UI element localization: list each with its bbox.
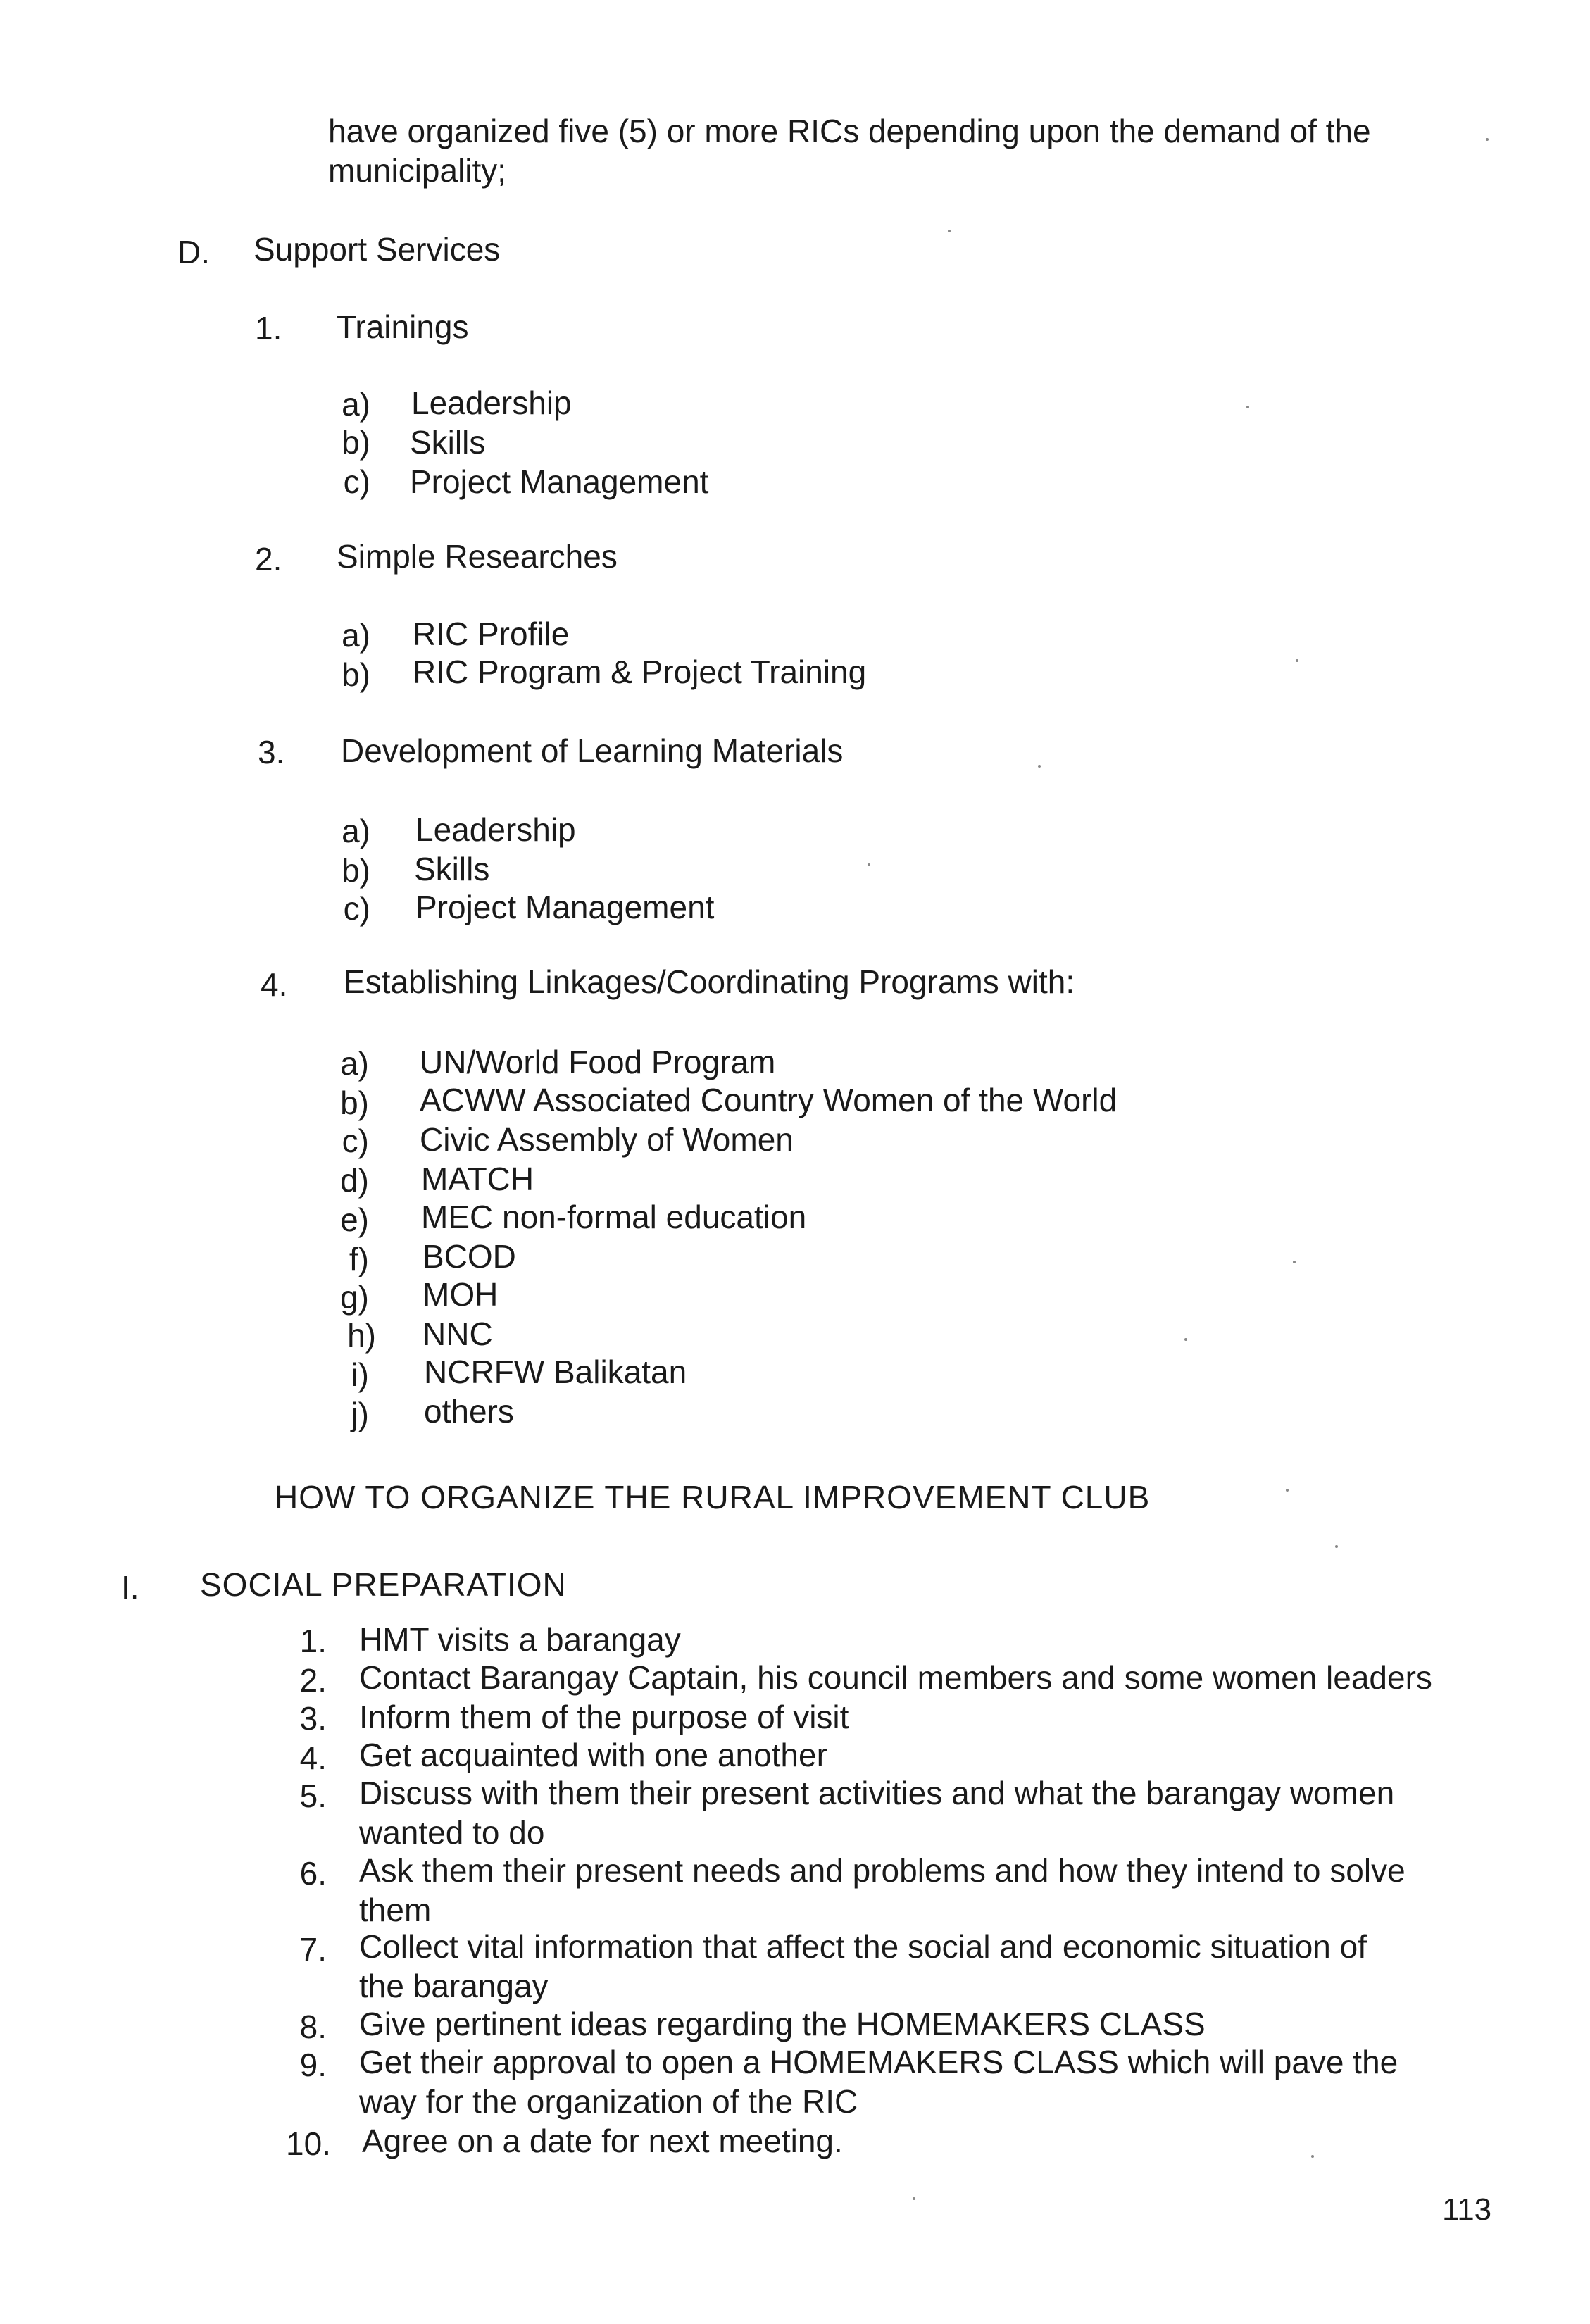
step-5-number: 5. (299, 1778, 327, 1814)
item-4-sub-e-text: MEC non-formal education (421, 1199, 807, 1235)
item-4-sub-b-label: b) (340, 1085, 369, 1121)
item-2-sub-a-text: RIC Profile (413, 616, 570, 652)
step-2-number: 2. (299, 1662, 327, 1699)
item-1-number: 1. (255, 310, 282, 346)
item-4-sub-a-text: UN/World Food Program (420, 1044, 776, 1080)
item-4-number: 4. (261, 966, 288, 1003)
item-1-title: Trainings (337, 308, 469, 345)
scan-speck (1038, 765, 1041, 768)
item-4-sub-a-label: a) (340, 1045, 369, 1082)
item-4-sub-i-label: i) (351, 1356, 369, 1393)
intro-line-2: municipality; (328, 152, 507, 189)
scan-speck (913, 2197, 915, 2200)
item-3-sub-b-label: b) (342, 852, 370, 889)
step-8-number: 8. (299, 2008, 327, 2045)
item-2-sub-b-label: b) (342, 656, 370, 693)
scan-speck (1184, 1338, 1187, 1341)
step-4-text: Get acquainted with one another (359, 1737, 827, 1773)
item-3-sub-a-text: Leadership (415, 811, 576, 848)
item-4-title: Establishing Linkages/Coordinating Programs with: (344, 963, 1075, 1000)
step-10-text: Agree on a date for next meeting. (362, 2123, 843, 2159)
item-4-sub-f-label: f) (349, 1241, 369, 1277)
scan-speck (1486, 138, 1489, 141)
page-number: 113 (1442, 2192, 1492, 2227)
step-9-text: Get their approval to open a HOMEMAKERS CLASS which will pave the (359, 2044, 1398, 2080)
step-6-text-cont: them (359, 1892, 432, 1928)
item-3-title: Development of Learning Materials (341, 732, 844, 769)
step-4-number: 4. (299, 1739, 327, 1776)
step-7-number: 7. (299, 1931, 327, 1968)
item-1-sub-a-label: a) (342, 386, 370, 423)
item-1-sub-b-label: b) (342, 424, 370, 461)
step-3-text: Inform them of the purpose of visit (359, 1699, 849, 1735)
item-4-sub-j-label: j) (351, 1396, 369, 1432)
item-2-number: 2. (255, 541, 282, 577)
step-8-text: Give pertinent ideas regarding the HOMEMAKERS CLASS (359, 2006, 1206, 2042)
item-4-sub-g-text: MOH (422, 1276, 499, 1313)
item-3-sub-c-label: c) (343, 890, 370, 927)
item-1-sub-b-text: Skills (410, 424, 486, 461)
step-3-number: 3. (299, 1700, 327, 1737)
item-4-sub-c-label: c) (342, 1123, 369, 1159)
item-4-sub-d-text: MATCH (421, 1161, 534, 1197)
step-10-number: 10. (286, 2125, 331, 2162)
item-4-sub-f-text: BCOD (422, 1238, 516, 1275)
step-9-text-cont: way for the organization of the RIC (359, 2083, 858, 2120)
step-7-text-cont: the barangay (359, 1968, 549, 2004)
item-3-sub-c-text: Project Management (415, 889, 715, 925)
scan-speck (1311, 2155, 1314, 2158)
scan-speck (1296, 659, 1298, 662)
step-1-number: 1. (299, 1623, 327, 1659)
section-d-letter: D. (177, 234, 210, 270)
section-i-title: SOCIAL PREPARATION (200, 1566, 567, 1603)
howto-heading: HOW TO ORGANIZE THE RURAL IMPROVEMENT CLUB (275, 1479, 1151, 1516)
item-4-sub-e-label: e) (340, 1201, 369, 1238)
scan-speck (1335, 1545, 1338, 1548)
item-3-number: 3. (258, 734, 285, 770)
scan-speck (1293, 1261, 1296, 1263)
item-2-title: Simple Researches (337, 538, 618, 575)
item-2-sub-b-text: RIC Program & Project Training (413, 654, 867, 690)
section-d-title: Support Services (253, 231, 501, 268)
step-6-number: 6. (299, 1855, 327, 1892)
item-4-sub-b-text: ACWW Associated Country Women of the World (420, 1082, 1118, 1118)
item-3-sub-b-text: Skills (414, 851, 490, 887)
item-4-sub-c-text: Civic Assembly of Women (420, 1121, 794, 1158)
item-1-sub-c-label: c) (343, 463, 370, 500)
item-4-sub-i-text: NCRFW Balikatan (424, 1354, 687, 1390)
item-4-sub-h-text: NNC (422, 1316, 493, 1352)
item-2-sub-a-label: a) (342, 617, 370, 654)
scan-speck (948, 230, 951, 232)
scan-speck (1246, 406, 1249, 408)
intro-line-1: have organized five (5) or more RICs depending upon the demand of the (328, 113, 1371, 149)
step-1-text: HMT visits a barangay (359, 1621, 681, 1658)
item-4-sub-d-label: d) (340, 1162, 369, 1199)
item-1-sub-c-text: Project Management (410, 463, 709, 500)
scan-speck (1286, 1489, 1289, 1492)
step-9-number: 9. (299, 2047, 327, 2083)
item-4-sub-h-label: h) (347, 1317, 376, 1354)
item-3-sub-a-label: a) (342, 813, 370, 849)
step-6-text: Ask them their present needs and problems and how they intend to solve (359, 1852, 1406, 1889)
step-2-text: Contact Barangay Captain, his council members and some women leaders (359, 1659, 1432, 1696)
scan-speck (868, 863, 870, 866)
item-4-sub-g-label: g) (340, 1279, 369, 1316)
step-5-text: Discuss with them their present activities and what the barangay women (359, 1775, 1395, 1811)
item-1-sub-a-text: Leadership (411, 385, 572, 421)
item-4-sub-j-text: others (424, 1393, 514, 1430)
step-5-text-cont: wanted to do (359, 1814, 545, 1851)
section-i-numeral: I. (121, 1569, 139, 1606)
step-7-text: Collect vital information that affect the social and economic situation of (359, 1928, 1367, 1965)
